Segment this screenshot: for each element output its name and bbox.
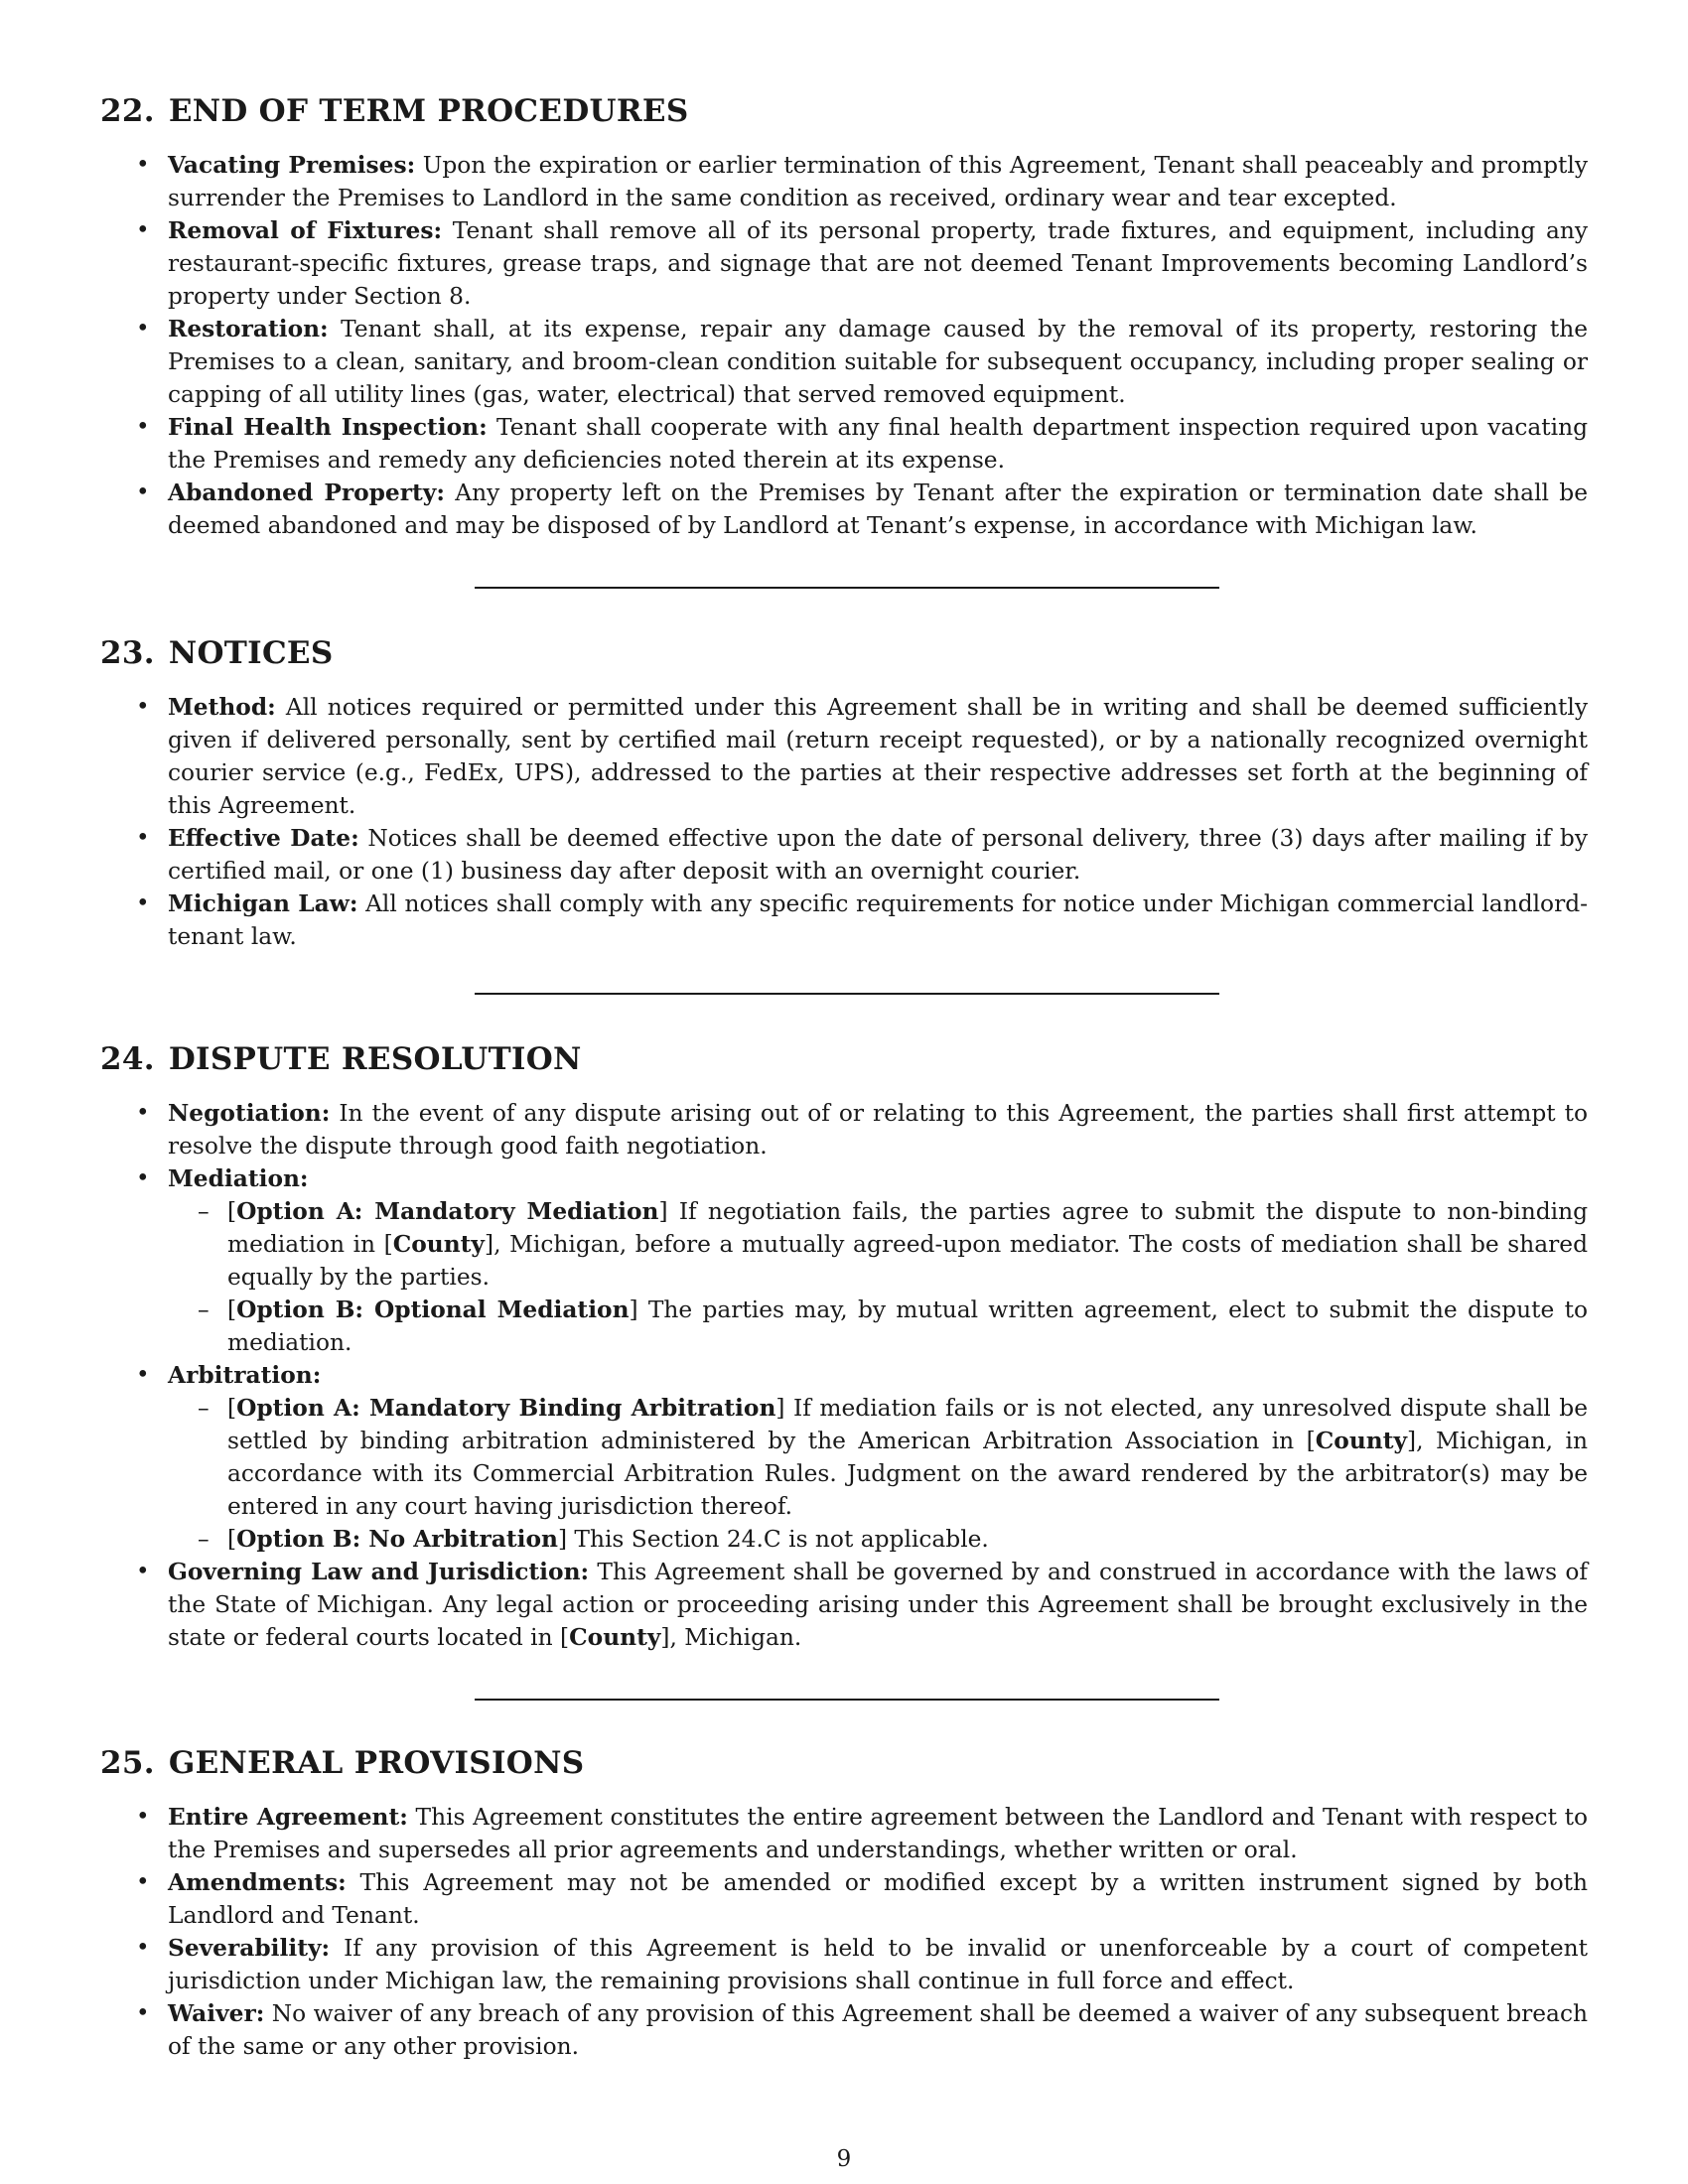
list-item <box>100 214 1588 313</box>
item-text: Tenant shall, at its expense, repair any damage caused by the removal of its property, restoring the Premises to a clean, sanitary, and broom-clean condition suitable for subsequent occupancy, including proper sealing or capping of all utility lines (gas, water, electrical) that served removed equipment. <box>168 316 1589 408</box>
item-text: Tenant shall remove all of its personal property, trade fixtures, and equipment, including any restaurant-specific fixtures, grease traps, and signage that are not deemed Tenant Improvements becoming Landlord’s property under Section 8. <box>168 217 1589 310</box>
section-divider <box>475 1699 1219 1701</box>
county-placeholder: County <box>392 1231 485 1258</box>
item-label: Severability: <box>168 1935 331 1962</box>
item-label: Removal of Fixtures: <box>168 217 443 244</box>
arbitration-options <box>168 1392 1588 1556</box>
list-item <box>100 1162 1588 1359</box>
section-title: NOTICES <box>168 635 334 671</box>
section-title: END OF TERM PROCEDURES <box>168 93 689 129</box>
section-25-heading <box>100 1745 584 1781</box>
item-label: Michigan Law: <box>168 890 358 917</box>
section-24-heading <box>100 1041 582 1077</box>
item-text: If any provision of this Agreement is held to be invalid or unenforceable by a court of competent jurisdiction under Michigan law, the remaining provisions shall continue in full force and effect. <box>168 1935 1588 1994</box>
item-text: In the event of any dispute arising out of or relating to this Agreement, the parties shall first attempt to resolve the dispute through good faith negotiation. <box>168 1100 1588 1160</box>
item-text: Upon the expiration or earlier termination of this Agreement, Tenant shall peaceably and promptly surrender the Premises to Landlord in the same condition as received, ordinary wear and tear excepted. <box>168 152 1588 211</box>
list-item: • Governing Law and Jurisdiction: This Agreement shall be governed by and construed in accordance with the laws of the State of Michigan. Any legal action or proceeding arising under this Agreement shall be brought exclusively in the state or federal courts located in [County], Michigan. <box>100 1556 1588 1654</box>
item-label: Entire Agreement: <box>168 1804 408 1831</box>
list-item <box>100 149 1588 214</box>
section-23-list <box>100 691 1588 953</box>
option-label: Option A: Mandatory Mediation <box>236 1198 659 1225</box>
section-number: 24. <box>100 1041 155 1077</box>
item-label: Waiver: <box>168 2000 265 2027</box>
page-number: 9 <box>836 2146 852 2172</box>
item-label: Governing Law and Jurisdiction: <box>168 1559 590 1585</box>
item-label: Negotiation: <box>168 1100 331 1127</box>
list-item <box>100 1801 1588 1866</box>
item-label: Final Health Inspection: <box>168 414 488 441</box>
section-24-list <box>100 1097 1588 1654</box>
section-title: GENERAL PROVISIONS <box>168 1745 585 1781</box>
item-label: Vacating Premises: <box>168 152 416 179</box>
list-item <box>100 1359 1588 1556</box>
section-number: 23. <box>100 635 155 671</box>
section-title: DISPUTE RESOLUTION <box>168 1041 582 1077</box>
list-item <box>100 411 1588 477</box>
list-item <box>100 477 1588 542</box>
section-divider <box>475 993 1219 995</box>
item-text: This Agreement constitutes the entire agreement between the Landlord and Tenant with respect to the Premises and supersedes all prior agreements and understandings, whether written or oral. <box>168 1804 1588 1863</box>
item-label: Restoration: <box>168 316 329 342</box>
item-label: Mediation: <box>168 1165 309 1192</box>
section-number: 25. <box>100 1745 155 1781</box>
section-25-list <box>100 1801 1588 2063</box>
item-text: Tenant shall cooperate with any final health department inspection required upon vacating the Premises and remedy any deficiencies noted therein at its expense. <box>168 414 1588 474</box>
item-text: All notices required or permitted under this Agreement shall be in writing and shall be deemed sufficiently given if delivered personally, sent by certified mail (return receipt requested), or by a nationally recognized overnight courier service (e.g., FedEx, UPS), addressed to the parties at their respective addresses set forth at the beginning of this Agreement. <box>168 694 1588 819</box>
list-item <box>100 1097 1588 1162</box>
option-label: Option B: Optional Mediation <box>236 1297 630 1323</box>
item-label: Effective Date: <box>168 825 359 852</box>
list-item <box>100 1932 1588 1997</box>
section-divider <box>475 587 1219 589</box>
item-label: Abandoned Property: <box>168 479 445 506</box>
item-text: This Agreement may not be amended or modified except by a written instrument signed by both Landlord and Tenant. <box>168 1869 1588 1929</box>
county-placeholder: County <box>569 1624 661 1651</box>
section-23-heading <box>100 635 334 671</box>
list-item <box>100 313 1588 411</box>
item-label: Method: <box>168 694 276 721</box>
sub-list-item: – [Option A: Mandatory Binding Arbitration] If mediation fails or is not elected, any unresolved dispute shall be settled by binding arbitration administered by the American Arbitration Association in [County], Michigan, in accordance with its Commercial Arbitration Rules. Judgment on the award rendered by the arbitrator(s) may be entered in any court having jurisdiction thereof. <box>168 1392 1588 1523</box>
item-text: All notices shall comply with any specific requirements for notice under Michigan commercial landlord-tenant law. <box>168 890 1589 950</box>
option-label: Option A: Mandatory Binding Arbitration <box>236 1395 776 1422</box>
county-placeholder: County <box>1315 1428 1408 1454</box>
item-text: No waiver of any breach of any provision of this Agreement shall be deemed a waiver of any subsequent breach of the same or any other provision. <box>168 2000 1588 2060</box>
section-22-heading <box>100 93 689 129</box>
list-item <box>100 822 1588 887</box>
item-text: Notices shall be deemed effective upon the date of personal delivery, three (3) days after mailing if by certified mail, or one (1) business day after deposit with an overnight courier. <box>168 825 1588 885</box>
option-label: Option B: No Arbitration <box>236 1526 558 1553</box>
section-number: 22. <box>100 93 155 129</box>
sub-list-item: – [Option B: Optional Mediation] The parties may, by mutual written agreement, elect to submit the dispute to mediation. <box>168 1294 1588 1359</box>
list-item <box>100 1997 1588 2063</box>
item-label: Amendments: <box>168 1869 347 1896</box>
section-22-list <box>100 149 1588 542</box>
item-label: Arbitration: <box>168 1362 322 1389</box>
mediation-options <box>168 1195 1588 1359</box>
sub-list-item: – [Option B: No Arbitration] This Section 24.C is not applicable. <box>168 1523 1588 1556</box>
list-item <box>100 691 1588 822</box>
list-item <box>100 887 1588 953</box>
item-text: Any property left on the Premises by Tenant after the expiration or termination date shall be deemed abandoned and may be disposed of by Landlord at Tenant’s expense, in accordance with Michigan law. <box>168 479 1589 539</box>
list-item <box>100 1866 1588 1932</box>
sub-list-item: – [Option A: Mandatory Mediation] If negotiation fails, the parties agree to submit the dispute to non-binding mediation in [County], Michigan, before a mutually agreed-upon mediator. The costs of mediation shall be shared equally by the parties. <box>168 1195 1588 1294</box>
